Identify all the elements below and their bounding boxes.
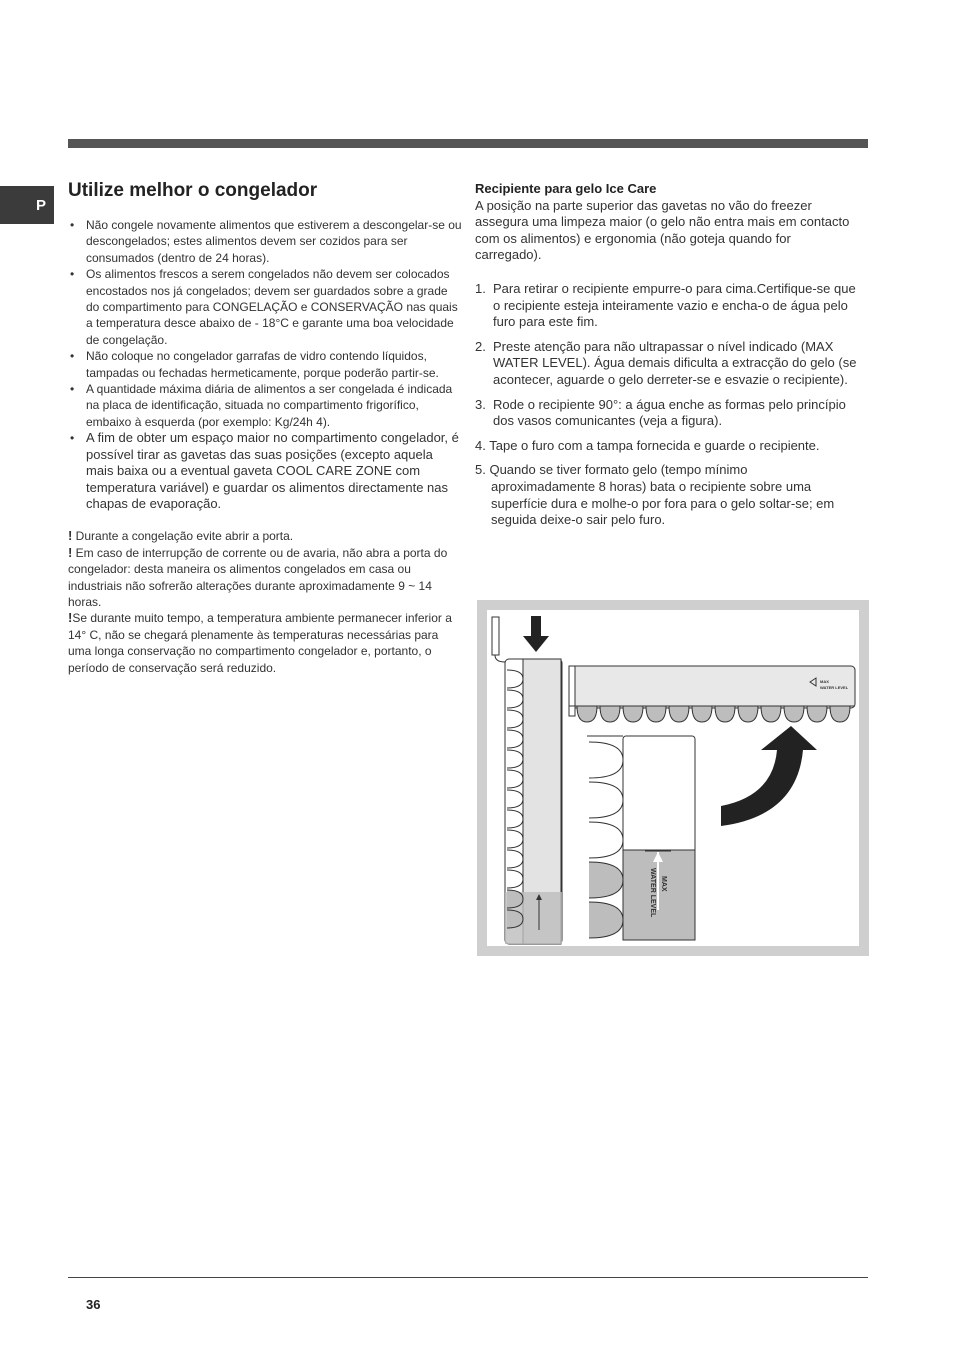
rotate-arrow-icon xyxy=(721,726,817,826)
warning-notes xyxy=(68,528,463,676)
note xyxy=(68,528,463,544)
push-arrow-icon xyxy=(523,616,549,652)
warning-mark: ! xyxy=(68,610,73,626)
step-number: 1. xyxy=(475,280,486,296)
step-item xyxy=(475,281,860,331)
step-text: Preste atenção para não ultrapassar o nível indicado (MAX WATER LEVEL). Água demais dificulta a extracção do gelo (se acontecer, aguarde o gelo derreter-se e esvazie o recipiente). xyxy=(493,338,857,387)
list-item: • A quantidade máxima diária de alimentos a ser congelada é indicada na placa de identificação, situada no compartimento frigorífico, embaixo à esquerda (por exemplo: Kg/24h 4). xyxy=(68,381,463,430)
warning-mark: ! xyxy=(68,528,73,544)
bottom-rule xyxy=(68,1277,868,1278)
bullet-list xyxy=(68,217,463,512)
section-intro: A posição na parte superior das gavetas no vão do freezer assegura uma limpeza maior (o gelo não entra mais em contacto com os alimentos) e ergonomia (não goteja quando for carregado). xyxy=(475,197,850,263)
section-heading: Recipiente para gelo Ice Care xyxy=(475,181,657,196)
step-number: 4. xyxy=(475,437,486,453)
warning-mark: ! xyxy=(68,544,73,560)
step-text: Tape o furo com a tampa fornecida e guarde o recipiente. xyxy=(489,437,820,453)
ice-tray-figure xyxy=(477,600,869,956)
water-level-label: WATER LEVEL xyxy=(649,868,656,918)
step-item xyxy=(475,438,860,455)
page-title: Utilize melhor o congelador xyxy=(68,180,318,201)
left-column xyxy=(68,217,463,676)
note xyxy=(68,545,463,611)
lid-tab xyxy=(492,617,499,655)
note xyxy=(68,610,463,676)
top-rule xyxy=(68,139,868,148)
list-item: • Não coloque no congelador garrafas de vidro contendo líquidos, tampadas ou fechadas hermeticamente, porque poderão partir-se. xyxy=(68,348,463,381)
note-text: Durante a congelação evite abrir a porta. xyxy=(72,529,294,544)
list-item: • A fim de obter um espaço maior no compartimento congelador, é possível tirar as gavetas das suas posições (excepto aquela mais baixa ou a eventual gaveta COOL CARE ZONE com temperatura variável) e guardar os alimentos directamente nas chapas de evaporação. xyxy=(68,430,463,512)
language-tab xyxy=(0,186,54,224)
step-item xyxy=(475,339,860,389)
vertical-tray xyxy=(492,616,562,944)
steps-list xyxy=(475,281,860,529)
language-tab-label: P xyxy=(35,196,46,214)
page-number: 36 xyxy=(86,1297,101,1312)
step-number: 3. xyxy=(475,396,486,412)
step-item xyxy=(475,462,860,528)
list-item: • Os alimentos frescos a serem congelados não devem ser colocados encostados nos já congelados; devem ser guardados sobre a grade do compartimento para CONGELAÇÃO e CONSERVAÇÃO nas quais a temperatura desce abaixo de - 18°C e garante uma boa velocidade de congelação. xyxy=(68,266,463,348)
step-text: Para retirar o recipiente empurre-o para cima.Certifique-se que o recipiente esteja inteiramente vazio e encha-o de água pelo furo para este fim. xyxy=(493,280,856,330)
step-number: 5. xyxy=(475,462,486,478)
ice-cells-closeup xyxy=(589,742,623,938)
list-item: • Não congele novamente alimentos que estiverem a descongelar-se ou descongelados; estes alimentos devem ser cozidos para ser consumados (dentro de 24 horas). xyxy=(68,217,463,266)
step-text: Quando se tiver formato gelo (tempo mínimo xyxy=(489,462,748,478)
step-text-continued: aproximadamente 8 horas) bata o recipiente sobre uma superfície dura e molhe-o por fora para o gelo soltar-se; em seguida deixe-o sair pelo furo. xyxy=(491,478,835,528)
ice-tray-illustration xyxy=(477,600,869,956)
right-column xyxy=(475,181,860,537)
note-text: Se durante muito tempo, a temperatura ambiente permanecer inferior a 14° C, não se chegará plenamente às temperaturas necessárias para uma longa conservação no compartimento congelador e, portanto, o período de conservação será reduzido. xyxy=(68,611,452,675)
max-label: MAX xyxy=(660,876,667,892)
step-item xyxy=(475,397,860,430)
tray-closeup xyxy=(587,736,695,940)
note-text: Em caso de interrupção de corrente ou de avaria, não abra a porta do congelador: desta maneira os alimentos congelados em casa ou industriais não sofrerão alterações durante aproximadamente 9 ~ 14 horas. xyxy=(68,545,448,609)
water-level-label-small: WATER LEVEL xyxy=(820,685,849,690)
horizontal-tray xyxy=(569,666,855,722)
step-number: 2. xyxy=(475,338,486,354)
step-text: Rode o recipiente 90°: a água enche as formas pelo princípio dos vasos comunicantes (veja a figura). xyxy=(493,396,846,429)
max-label-small: MAX xyxy=(820,679,829,684)
